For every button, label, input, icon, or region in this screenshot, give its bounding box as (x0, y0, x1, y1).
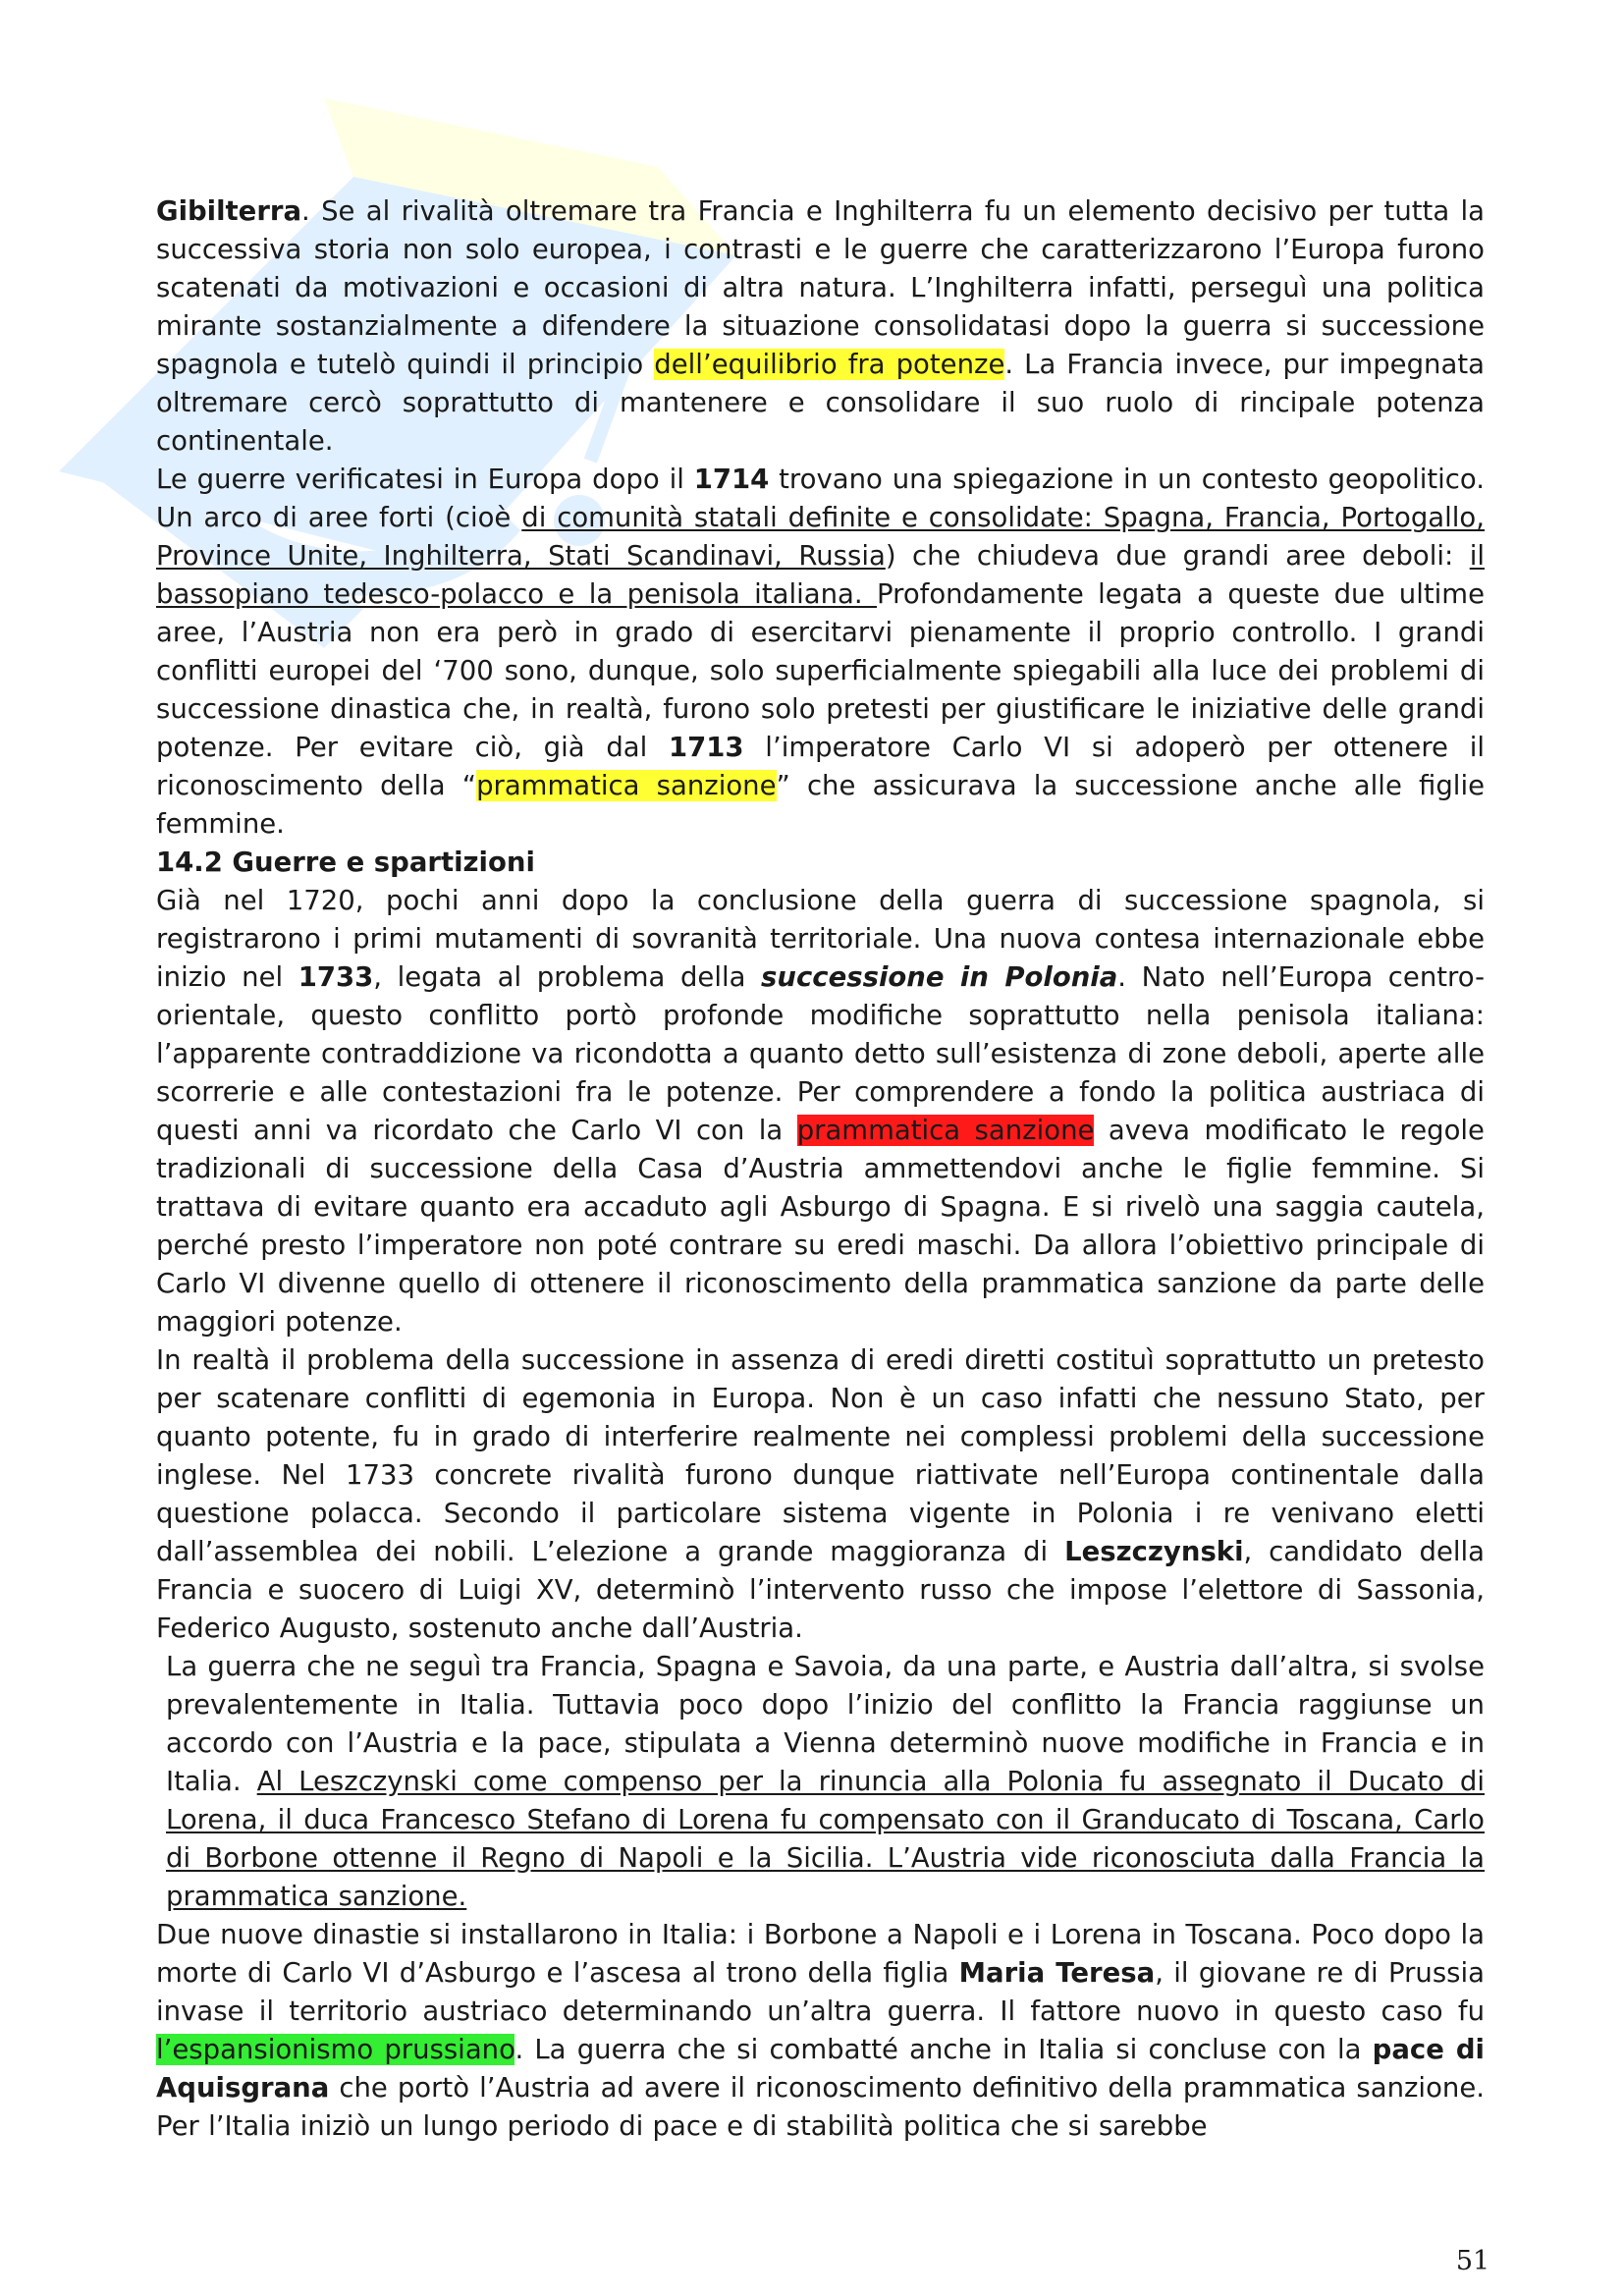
underlined-text: Al Leszczynski come compenso per la rinuncia alla Polonia fu assegnato il Ducato di Lorena, il duca Francesco Stefano di Lorena fu compensato con il Granducato di Toscana, Carlo di Borbone ottenne il Regno di Napoli e la Sicilia. L’Austria vide riconosciuta dalla Francia la prammatica sanzione. (166, 1766, 1485, 1912)
section-heading: 14.2 Guerre e spartizioni (156, 847, 535, 878)
paragraph-5: La guerra che ne seguì tra Francia, Spagna e Savoia, da una parte, e Austria dall’altra, si svolse prevalentemente in Italia. Tuttavia poco dopo l’inizio del conflitto la Francia raggiunse un accordo con l’Austria e la pace, stipulata a Vienna determinò nuove modifiche in Francia e in Italia. Al Leszczynski come compenso per la rinuncia alla Polonia fu assegnato il Ducato di Lorena, il duca Francesco Stefano di Lorena fu compensato con il Granducato di Toscana, Carlo di Borbone ottenne il Regno di Napoli e la Sicilia. L’Austria vide riconosciuta dalla Francia la prammatica sanzione. (166, 1651, 1485, 1912)
underlined-text: il bassopiano tedesco-polacco e la penisola italiana. (156, 540, 1485, 610)
highlight-red: prammatica sanzione (796, 1115, 1095, 1146)
highlight-green: l’espansionismo prussiano (156, 2034, 515, 2065)
term-gibilterra: Gibilterra (156, 195, 302, 227)
term-leszczynski: Leszczynski (1064, 1536, 1244, 1567)
term-successione-polonia: successione in Polonia (761, 961, 1118, 993)
page-body (156, 192, 1485, 2146)
paragraph-6: Due nuove dinastie si installarono in Italia: i Borbone a Napoli e i Lorena in Toscana. Poco dopo la morte di Carlo VI d’Asburgo e l’ascesa al trono della figlia Maria Teresa, il giovane re di Prussia invase il territorio austriaco determinando un’altra guerra. Il fattore nuovo in questo caso fu l’espansionismo prussiano. La guerra che si combatté anche in Italia si concluse con la pace di Aquisgrana che portò l’Austria ad avere il riconoscimento definitivo della prammatica sanzione. Per l’Italia iniziò un lungo periodo di pace e di stabilità politica che si sarebbe (156, 1919, 1485, 2142)
year-1713: 1713 (669, 732, 744, 763)
year-1733: 1733 (298, 961, 374, 993)
paragraph-3: Già nel 1720, pochi anni dopo la conclusione della guerra di successione spagnola, si registrarono i primi mutamenti di sovranità territoriale. Una nuova contesa internazionale ebbe inizio nel 1733, legata al problema della successione in Polonia. Nato nell’Europa centro-orientale, questo conflitto portò profonde modifiche soprattutto nella penisola italiana: l’apparente contraddizione va ricondotta a quanto detto sull’esistenza di zone deboli, aperte alle scorrerie e alle contestazioni fra le potenze. Per comprendere a fondo la politica austriaca di questi anni va ricordato che Carlo VI con la prammatica sanzione aveva modificato le regole tradizionali di successione della Casa d’Austria ammettendovi anche le figlie femmine. Si trattava di evitare quanto era accaduto agli Asburgo di Spagna. E si rivelò una saggia cautela, perché presto l’imperatore non poté contrare su eredi maschi. Da allora l’obiettivo principale di Carlo VI divenne quello di ottenere il riconoscimento della prammatica sanzione da parte delle maggiori potenze. (156, 885, 1485, 1338)
paragraph-1: Gibilterra. Se al rivalità oltremare tra Francia e Inghilterra fu un elemento decisivo per tutta la successiva storia non solo europea, i contrasti e le guerre che caratterizzarono l’Europa furono scatenati da motivazioni e occasioni di altra natura. L’Inghilterra infatti, perseguì una politica mirante sostanzialmente a difendere la situazione consolidatasi dopo la guerra si successione spagnola e tutelò quindi il principio dell’equilibrio fra potenze. La Francia invece, pur impegnata oltremare cercò soprattutto di mantenere e consolidare il suo ruolo di rincipale potenza continentale. (156, 195, 1485, 457)
highlight-yellow: dell’equilibrio fra potenze (654, 349, 1005, 380)
underlined-text: di comunità statali definite e consolidate: Spagna, Francia, Portogallo, Province Unite, Inghilterra, Stati Scandinavi, Russia (156, 502, 1485, 572)
term-maria-teresa: Maria Teresa (958, 1957, 1156, 1989)
page-number: 51 (1455, 2246, 1490, 2276)
paragraph-4: In realtà il problema della successione in assenza di eredi diretti costituì soprattutto un pretesto per scatenare conflitti di egemonia in Europa. Non è un caso infatti che nessuno Stato, per quanto potente, fu in grado di interferire realmente nei complessi problemi della successione inglese. Nel 1733 concrete rivalità furono dunque riattivate nell’Europa continentale dalla questione polacca. Secondo il particolare sistema vigente in Polonia i re venivano eletti dall’assemblea dei nobili. L’elezione a grande maggioranza di Leszczynski, candidato della Francia e suocero di Luigi XV, determinò l’intervento russo che impose l’elettore di Sassonia, Federico Augusto, sostenuto anche dall’Austria. (156, 1344, 1485, 1644)
highlight-yellow: prammatica sanzione (476, 770, 777, 801)
year-1714: 1714 (693, 464, 770, 495)
term-pace-aquisgrana: pace di Aquisgrana (156, 2034, 1485, 2104)
paragraph-2: Le guerre verificatesi in Europa dopo il 1714 trovano una spiegazione in un contesto geopolitico. Un arco di aree forti (cioè di comunità statali definite e consolidate: Spagna, Francia, Portogallo, Province Unite, Inghilterra, Stati Scandinavi, Russia) che chiudeva due grandi aree deboli: il bassopiano tedesco-polacco e la penisola italiana. Profondamente legata a queste due ultime aree, l’Austria non era però in grado di esercitarvi pienamente il proprio controllo. I grandi conflitti europei del ‘700 sono, dunque, solo superficialmente spiegabili alla luce dei problemi di successione dinastica che, in realtà, furono solo pretesti per giustificare le iniziative delle grandi potenze. Per evitare ciò, già dal 1713 l’imperatore Carlo VI si adoperò per ottenere il riconoscimento della “prammatica sanzione” che assicurava la successione anche alle figlie femmine. (156, 464, 1486, 840)
